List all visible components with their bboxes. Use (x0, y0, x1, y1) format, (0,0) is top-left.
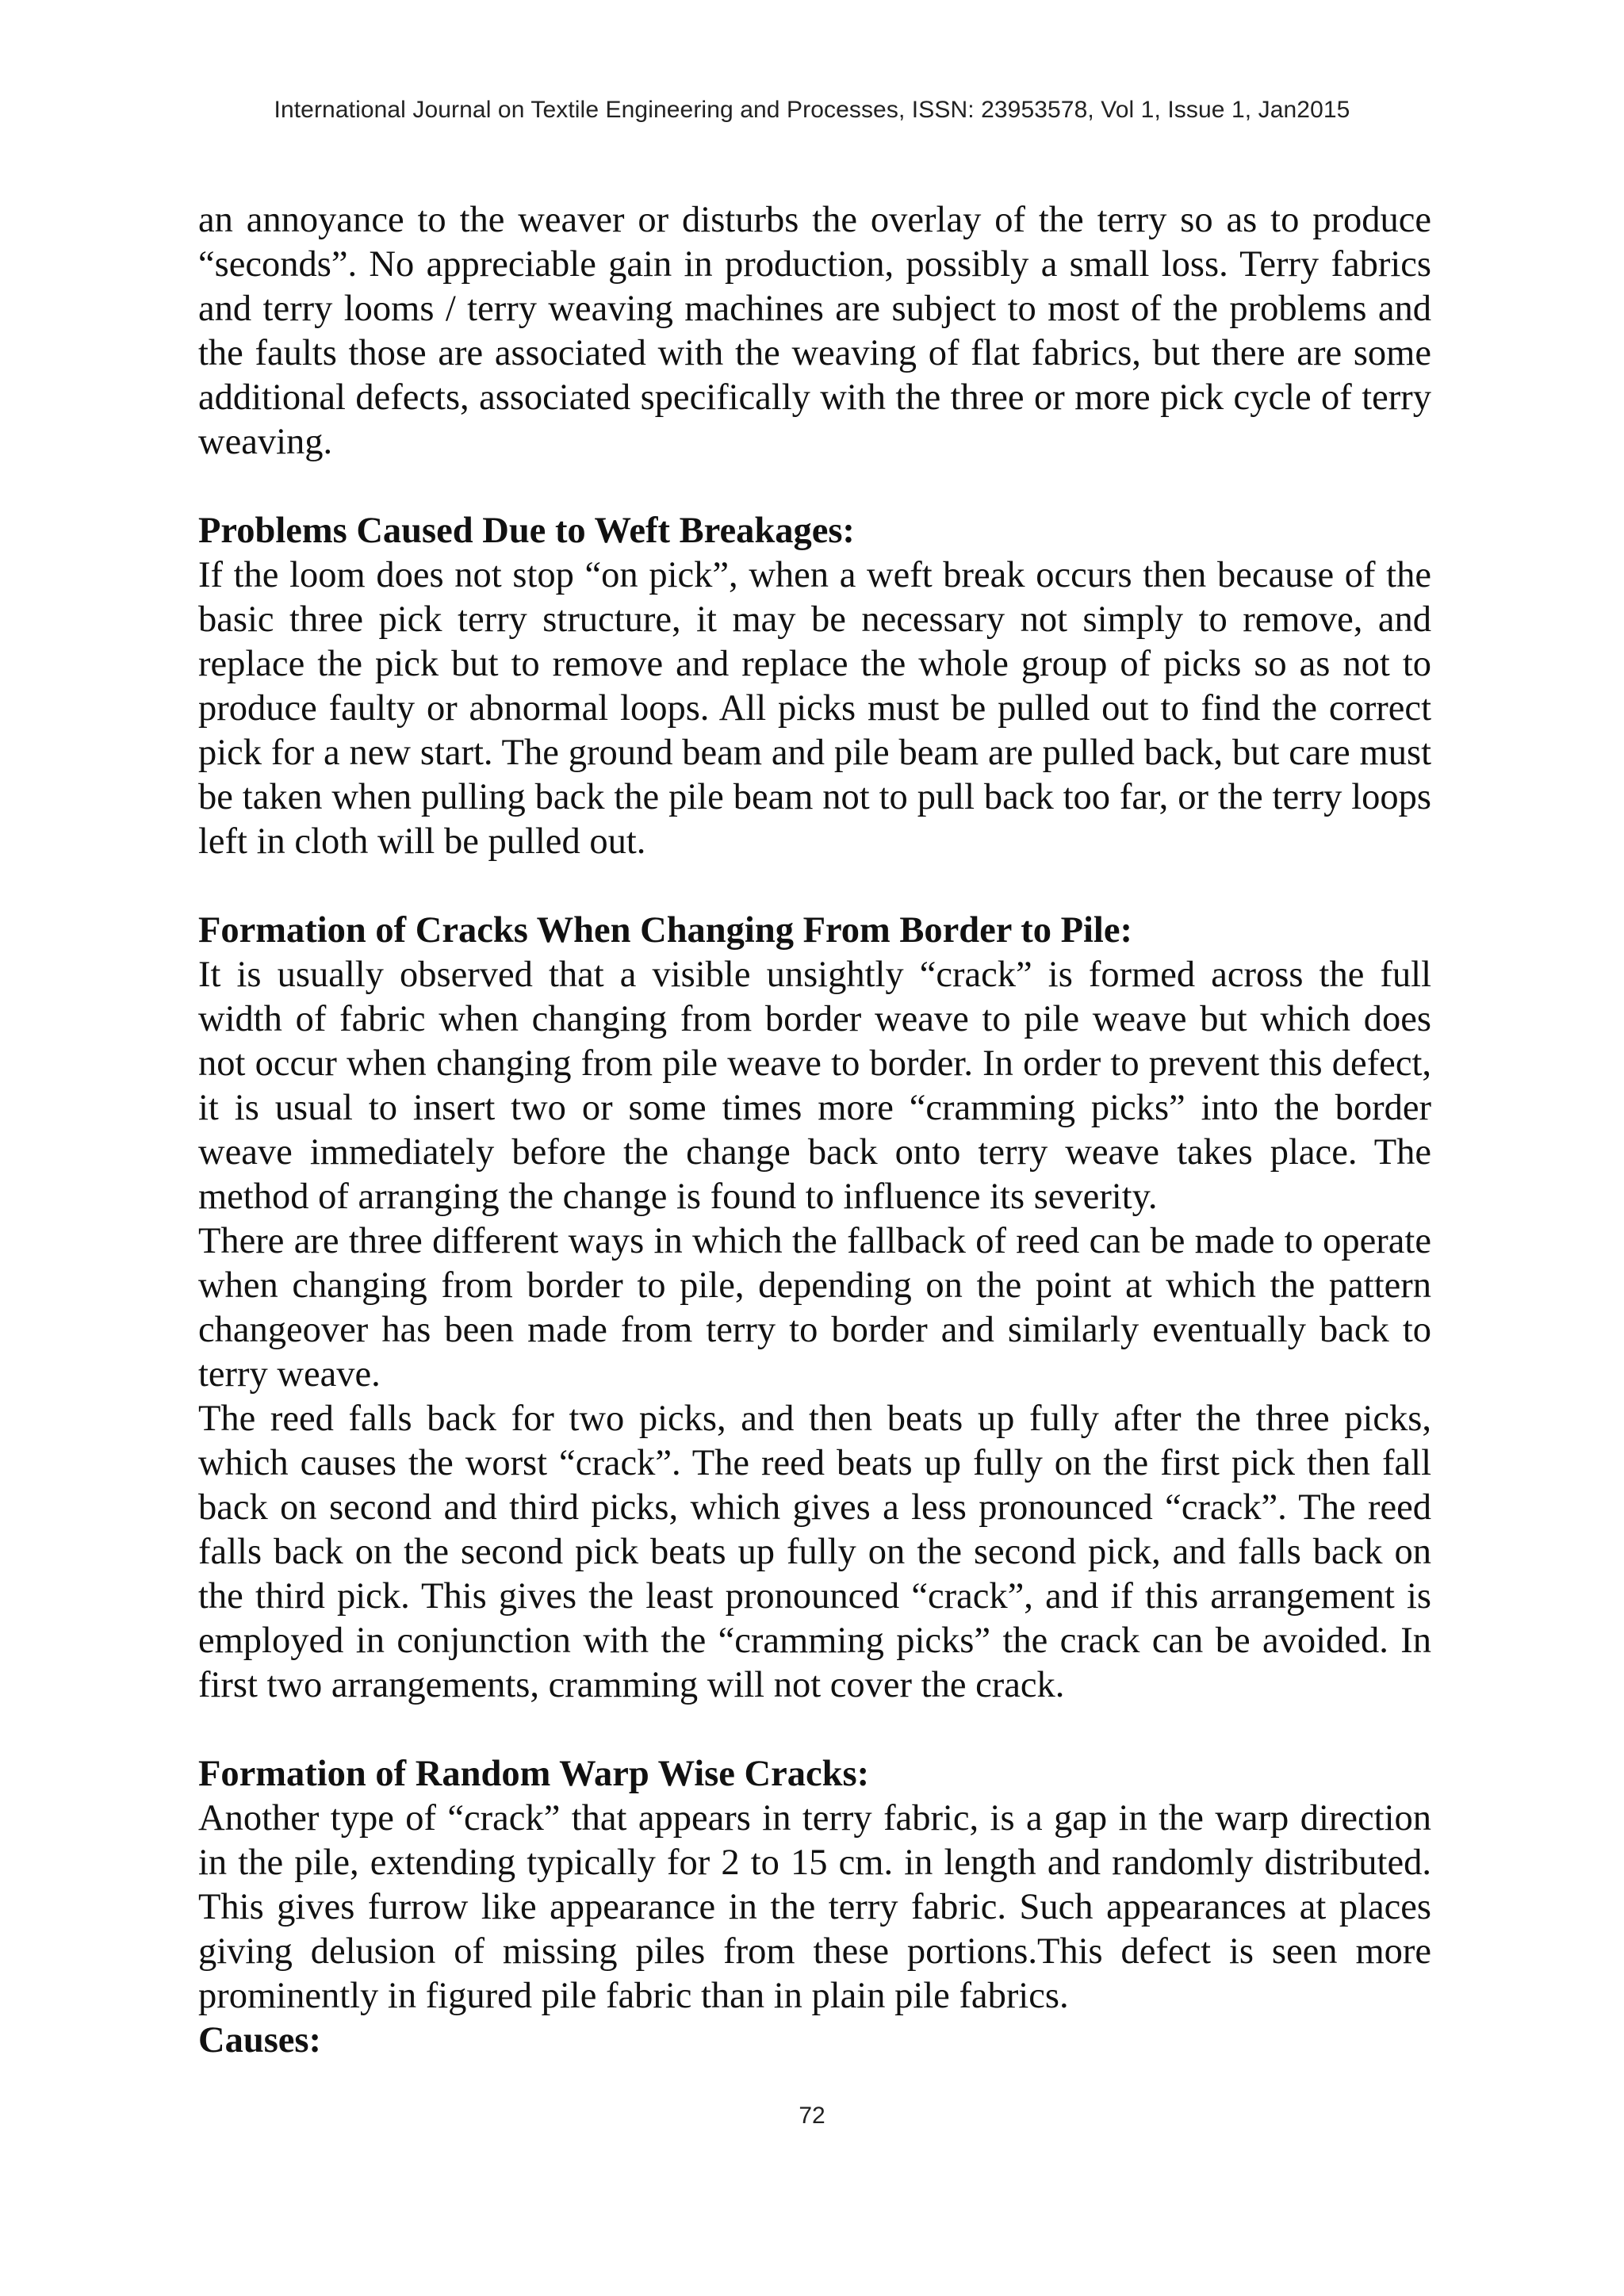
paragraph-gap (198, 1708, 1431, 1752)
page-number: 72 (799, 2103, 825, 2129)
border-to-pile-paragraph-3: The reed falls back for two picks, and then beats up fully after the three picks, which causes the worst “crack”. The reed beats up fully on the first pick then fall back on second and third picks, which gives a less pronounced “crack”. The reed falls back on the second pick beats up fully on the second pick, and falls back on the third pick. This gives the least pronounced “crack”, and if this arrangement is employed in conjunction with the “cramming picks” the crack can be avoided. In first two arrangements, cramming will not cover the crack. (198, 1399, 1431, 1705)
intro-paragraph: an annoyance to the weaver or disturbs the overlay of the terry so as to produce “seconds”. No appreciable gain in production, possibly a small loss. Terry fabrics and terry looms / terry weaving machines are subject to most of the problems and the faults those are associated with the weaving of flat fabrics, but there are some additional defects, associated specifically with the three or more pick cycle of terry weaving. (198, 200, 1431, 462)
paragraph-gap (198, 864, 1431, 909)
heading-random-warp-cracks: Formation of Random Warp Wise Cracks: (198, 1754, 870, 1794)
border-to-pile-paragraph-2: There are three different ways in which the fallback of reed can be made to operate when changing from border to pile, depending on the point at which the pattern changeover has been made from terry to border and similarly eventually back to terry weave. (198, 1221, 1431, 1395)
heading-border-to-pile-cracks: Formation of Cracks When Changing From Border to Pile: (198, 910, 1132, 951)
border-to-pile-paragraph-1: It is usually observed that a visible unsightly “crack” is formed across the full width of fabric when changing from border weave to pile weave but which does not occur when changing from pile weave to border. In order to prevent this defect, it is usual to insert two or some times more “cramming picks” into the border weave immediately before the change back onto terry weave takes place. The method of arranging the change is found to influence its severity. (198, 955, 1431, 1217)
random-warp-cracks-paragraph: Another type of “crack” that appears in terry fabric, is a gap in the warp direction in the pile, extending typically for 2 to 15 cm. in length and randomly distributed. This gives furrow like appearance in the terry fabric. Such appearances at places giving delusion of missing piles from these portions.This defect is seen more prominently in figured pile fabric than in plain pile fabrics. (198, 1798, 1431, 2016)
heading-causes: Causes: (198, 2020, 322, 2061)
heading-weft-breakages: Problems Caused Due to Weft Breakages: (198, 511, 855, 551)
paragraph-gap (198, 465, 1431, 509)
weft-breakages-paragraph: If the loom does not stop “on pick”, when a weft break occurs then because of the basic three pick terry structure, it may be necessary not simply to remove, and replace the pick but to remove and replace the whole group of picks so as not to produce faulty or abnormal loops. All picks must be pulled out to find the correct pick for a new start. The ground beam and pile beam are pulled back, but care must be taken when pulling back the pile beam not to pull back too far, or the terry loops left in cloth will be pulled out. (198, 555, 1431, 862)
running-header: International Journal on Textile Engineering and Processes, ISSN: 23953578, Vol 1, Issue 1, Jan2015 (274, 97, 1350, 123)
article-body (198, 198, 1431, 2063)
